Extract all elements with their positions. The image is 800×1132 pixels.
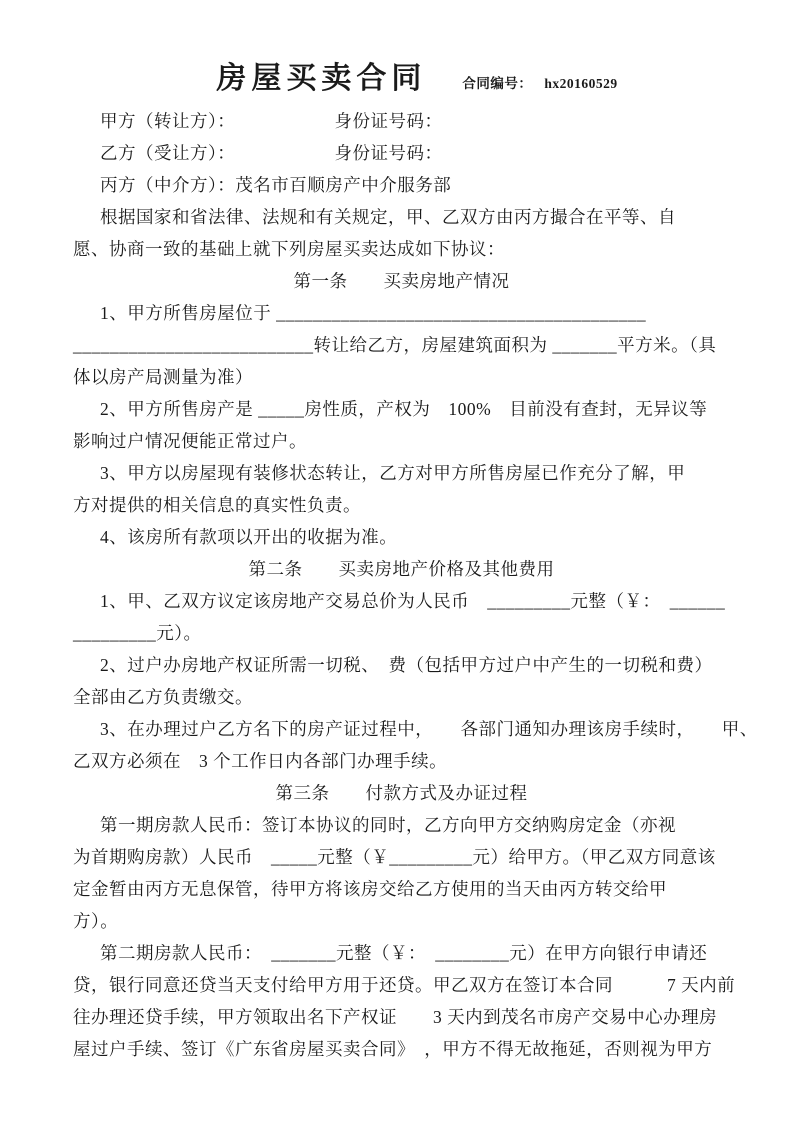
- document-line: 体以房产局测量为准）: [73, 367, 253, 387]
- contract-number-value: hx20160529: [544, 76, 618, 91]
- document-line: 第一条 买卖房地产情况: [293, 271, 510, 291]
- document-body: [0, 105, 800, 1065]
- document-line: 3、在办理过户乙方名下的房产证过程中， 各部门通知办理该房手续时， 甲、: [100, 719, 758, 739]
- contract-number: [462, 72, 617, 92]
- contract-number-label: 合同编号：: [462, 76, 533, 91]
- document-line: 乙方（受让方）： 身份证号码：: [100, 143, 443, 163]
- document-line: 贷，银行同意还贷当天支付给甲方用于还贷。甲乙双方在签订本合同 7 天内前: [73, 975, 736, 995]
- document-title: 房屋买卖合同: [216, 62, 427, 95]
- document-line: 第一期房款人民币：签订本协议的同时，乙方向甲方交纳购房定金（亦视: [100, 815, 676, 835]
- document-line: __________________________转让给乙方，房屋建筑面积为 _______平方米。（具: [73, 335, 717, 355]
- document-header: [0, 0, 800, 95]
- document-line: 第二条 买卖房地产价格及其他费用: [248, 559, 555, 579]
- document-line: 根据国家和省法律、法规和有关规定，甲、乙双方由丙方撮合在平等、自: [100, 207, 676, 227]
- document-line: 第二期房款人民币： _______元整（￥： ________元）在甲方向银行申请还: [100, 943, 708, 963]
- document-line: 全部由乙方负责缴交。: [73, 687, 253, 707]
- document-line: 为首期购房款）人民币 _____元整（￥_________元）给甲方。（甲乙双方同意该: [73, 847, 716, 867]
- document-line: 第三条 付款方式及办证过程: [275, 783, 528, 803]
- document-line: 2、甲方所售房产是 _____房性质，产权为 100% 目前没有查封，无异议等: [100, 399, 708, 419]
- document-line: 1、甲、乙双方议定该房地产交易总价为人民币 _________元整（￥： ______: [100, 591, 726, 611]
- document-line: 影响过户情况便能正常过户。: [73, 431, 307, 451]
- document-line: 甲方（转让方）： 身份证号码：: [100, 111, 443, 131]
- document-line: 方对提供的相关信息的真实性负责。: [73, 495, 361, 515]
- document-line: 乙双方必须在 3 个工作日内各部门办理手续。: [73, 751, 448, 771]
- document-line: 往办理还贷手续，甲方领取出名下产权证 3 天内到茂名市房产交易中心办理房: [73, 1007, 718, 1027]
- document-line: 方）。: [73, 911, 119, 931]
- document-line: _________元）。: [73, 623, 202, 643]
- document-line: 3、甲方以房屋现有装修状态转让，乙方对甲方所售房屋已作充分了解，甲: [100, 463, 686, 483]
- document-line: 屋过户手续、签订《广东省房屋买卖合同》 ，甲方不得无故拖延，否则视为甲方: [73, 1039, 713, 1059]
- document-line: 定金暂由丙方无息保管，待甲方将该房交给乙方使用的当天由丙方转交给甲: [73, 879, 667, 899]
- document-line: 4、该房所有款项以开出的收据为准。: [100, 527, 398, 547]
- document-line: 1、甲方所售房屋位于 ________________________________________: [100, 303, 647, 323]
- document-line: 丙方（中介方）：茂名市百顺房产中介服务部: [100, 175, 452, 195]
- document-line: 愿、协商一致的基础上就下列房屋买卖达成如下协议：: [73, 239, 505, 259]
- document-line: 2、过户办房地产权证所需一切税、 费（包括甲方过户中产生的一切税和费）: [100, 655, 713, 675]
